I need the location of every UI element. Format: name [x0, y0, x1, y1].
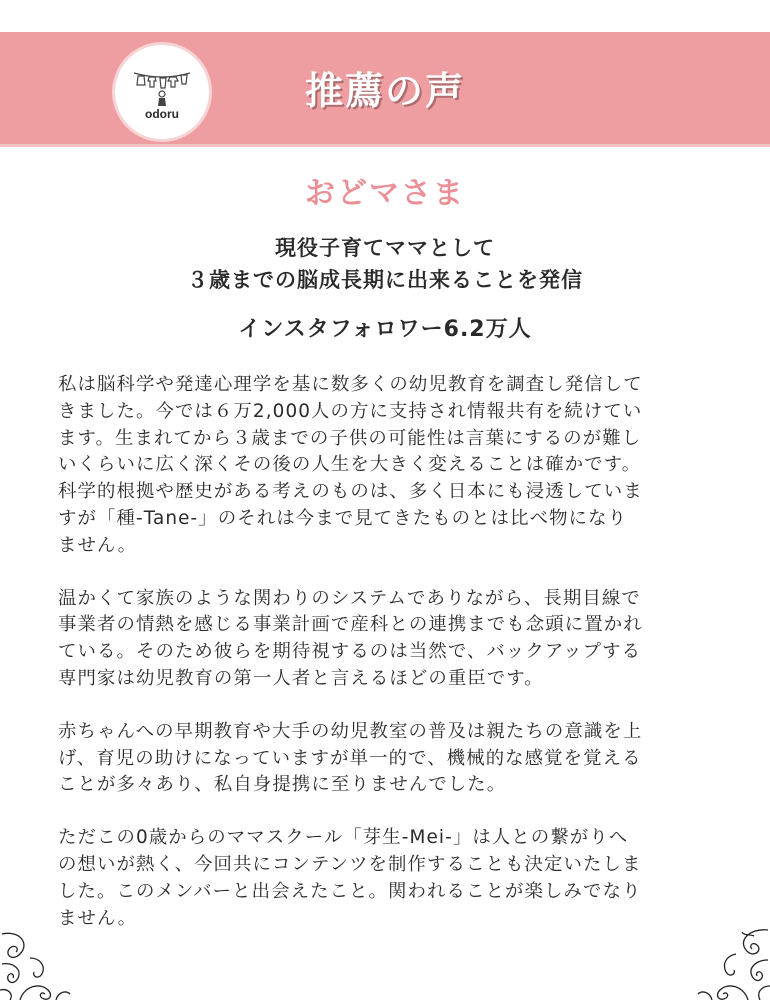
text-line: の想いが熱く、今回共にコンテンツを制作することも決定いたしま: [58, 853, 642, 875]
recommender-name: おどマさま: [305, 176, 465, 211]
text-line: きました。今では６万2,000人の方に支持され情報共有を続けてい: [58, 400, 643, 422]
text-line: げ、育児の助けになっていますが単一的で、機械的な感覚を覚える: [58, 747, 642, 769]
text-line: すが「種-Tane-」のそれは今まで見てきたものとは比べ物になり: [58, 507, 628, 529]
testimonial-body: [58, 372, 718, 958]
text-line: 科学的根拠や歴史がある考えのものは、多く日本にも浸透していま: [58, 481, 643, 503]
text-line: した。このメンバーと出会えたこと。関われることが楽しみでなり: [58, 880, 642, 902]
text-line: ます。生まれてから３歳までの子供の可能性は言葉にするのが難し: [58, 427, 642, 449]
text-line: ことが多々あり、私自身提携に至りませんでした。: [58, 774, 507, 796]
floral-swirl-icon: [0, 924, 78, 1000]
text-line: 赤ちゃんへの早期教育や大手の幼児教室の普及は親たちの意識を上: [58, 720, 643, 742]
tagline-line-1: 現役子育てママとして: [275, 236, 495, 260]
tagline-line-2: ３歳までの脳成長期に出来ることを発信: [187, 268, 583, 292]
text-line: 事業者の情熱を感じる事業計画で産科との連携までも念頭に置かれ: [58, 614, 643, 636]
floral-swirl-icon: [690, 924, 770, 1000]
text-line: ている。そのため彼らを期待視するのは当然で、バックアップする: [58, 641, 642, 663]
text-line: いくらいに広く深くその後の人生を大きく変えることは確かです。: [58, 454, 642, 476]
paragraph-1: [58, 372, 718, 560]
text-line: ません。: [58, 534, 138, 556]
clothesline-icon: [132, 67, 192, 107]
paragraph-2: [58, 586, 718, 693]
odoru-logo: [112, 42, 212, 142]
paragraph-3: [58, 719, 718, 799]
paragraph-4: [58, 825, 718, 932]
text-line: 専門家は幼児教育の第一人者と言えるほどの重臣です。: [58, 667, 544, 689]
logo-text: odoru: [145, 107, 179, 121]
text-line: ません。: [58, 907, 138, 929]
page-title: 推薦の声: [304, 69, 465, 113]
text-line: 私は脳科学や発達心理学を基に数多くの幼児教育を調査し発信して: [58, 374, 643, 395]
text-line: 温かくて家族のような関わりのシステムでありながら、長期目線で: [58, 587, 641, 609]
text-line: ただこの0歳からのママスクール「芽生-Mei-」は人との繋がりへ: [58, 827, 629, 849]
follower-count: インスタフォロワー6.2万人: [238, 317, 532, 342]
